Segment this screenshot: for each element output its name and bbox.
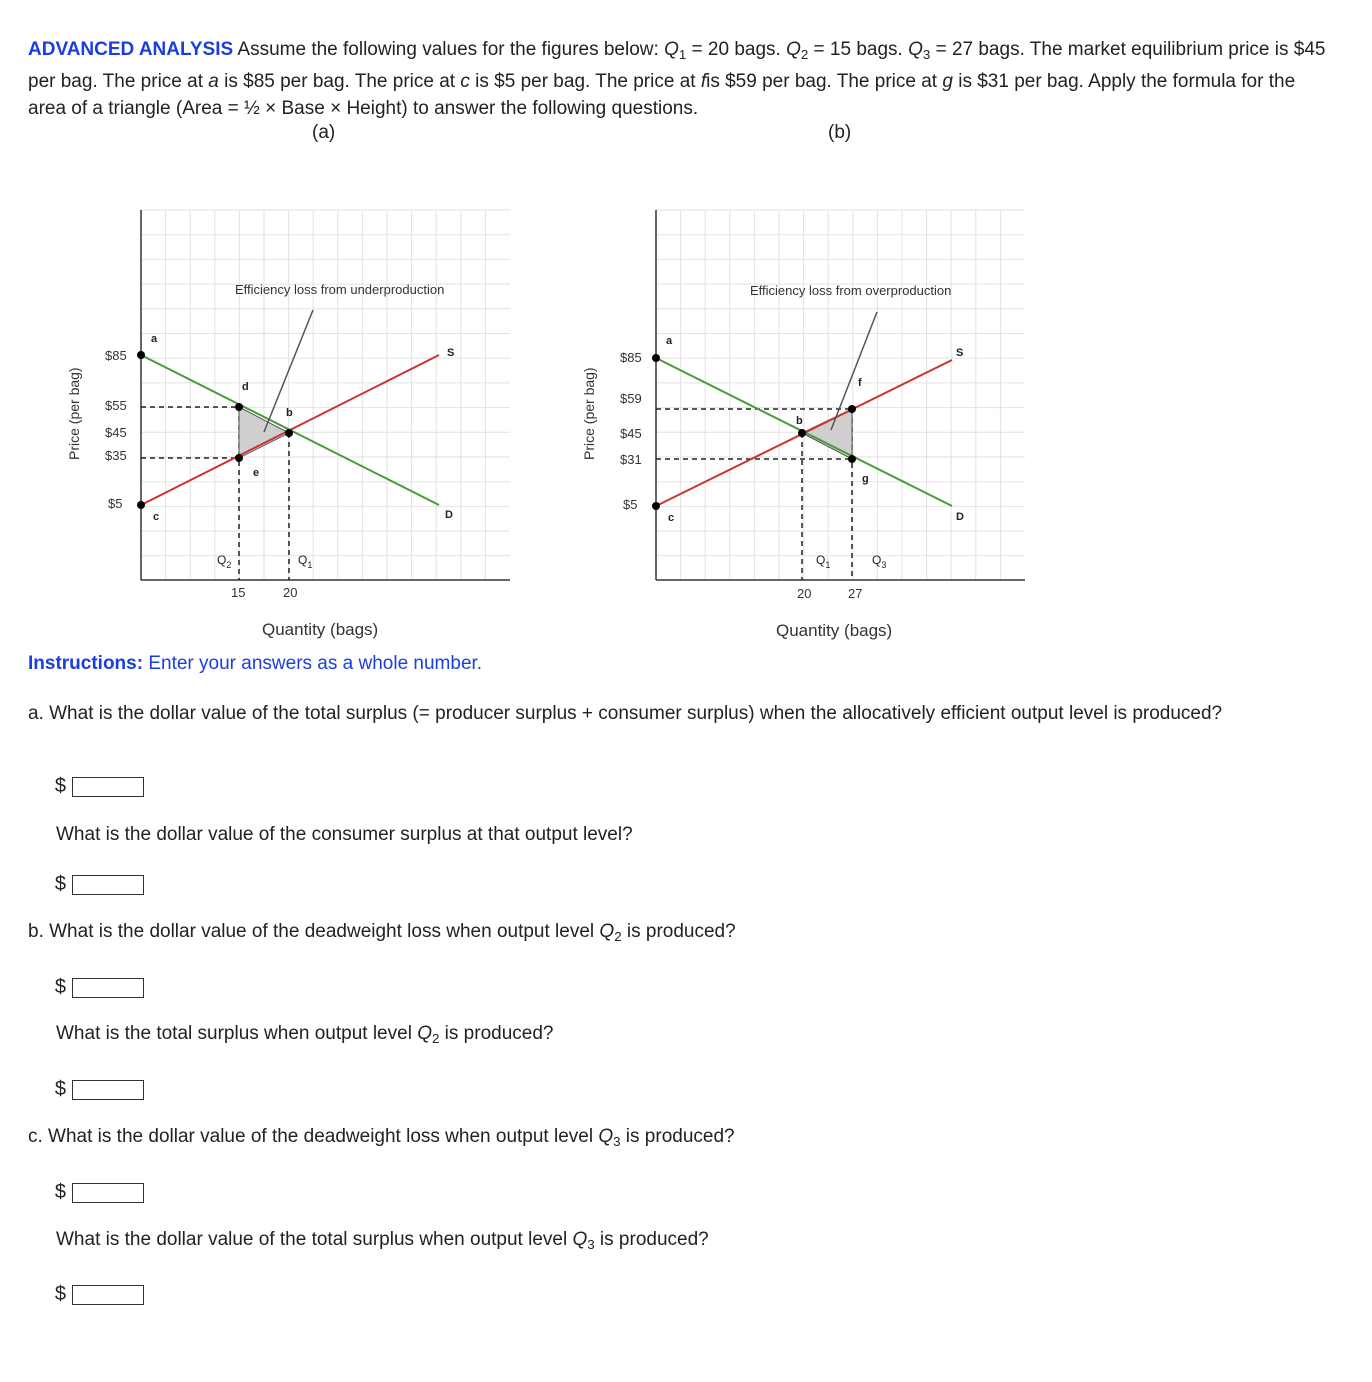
answer-c1-row bbox=[52, 1181, 144, 1204]
answer-a2-input[interactable] bbox=[72, 875, 144, 895]
question-c2-q: Q bbox=[572, 1229, 588, 1250]
intro-q2-sub: 2 bbox=[800, 47, 809, 62]
dollar-sign: $ bbox=[54, 1078, 66, 1100]
intro-a-val: is $85 per bag. The price at bbox=[218, 71, 461, 92]
answer-b1-row bbox=[52, 976, 144, 999]
intro-c: c bbox=[460, 71, 470, 92]
point-b-c bbox=[652, 502, 660, 510]
ytick-b-45: $45 bbox=[620, 426, 642, 441]
answer-b2-input[interactable] bbox=[72, 1080, 144, 1100]
xtick-a-15: 15 bbox=[231, 585, 246, 600]
ytick-a-45: $45 bbox=[105, 425, 127, 440]
question-c1 bbox=[28, 1125, 735, 1154]
question-a2: What is the dollar value of the consumer surplus at that output level? bbox=[56, 824, 633, 845]
point-a bbox=[137, 351, 145, 359]
ytick-a-55: $55 bbox=[105, 398, 127, 413]
answer-c2-input[interactable] bbox=[72, 1285, 144, 1305]
answer-a1-row bbox=[52, 775, 144, 798]
instructions-text: Enter your answers as a whole number. bbox=[143, 653, 483, 674]
ylabel-b: Price (per bag) bbox=[581, 367, 597, 460]
answer-c2-row bbox=[52, 1283, 144, 1306]
question-c1-post: is produced? bbox=[620, 1126, 735, 1147]
question-b2-post: is produced? bbox=[439, 1023, 554, 1044]
intro-g: g bbox=[942, 71, 953, 92]
dollar-sign: $ bbox=[54, 775, 66, 797]
point-b-f bbox=[848, 405, 856, 413]
intro-f: f bbox=[700, 71, 707, 92]
ytick-b-5: $5 bbox=[623, 497, 638, 512]
intro-q3-sub: 3 bbox=[922, 47, 931, 62]
label-b-b: b bbox=[796, 415, 803, 427]
question-c2-post: is produced? bbox=[594, 1229, 709, 1250]
qlabel-b-q1: $Q_1$ bbox=[816, 553, 831, 570]
label-b-g: g bbox=[862, 473, 869, 485]
dollar-sign: $ bbox=[54, 873, 66, 895]
grid-b bbox=[656, 210, 1025, 580]
instructions-label: Instructions: bbox=[28, 653, 144, 674]
figure-label-b: (b) bbox=[828, 122, 852, 143]
ytick-b-59: $59 bbox=[620, 391, 642, 406]
chart-b bbox=[570, 200, 1040, 610]
figure-label-a: (a) bbox=[312, 122, 336, 143]
question-c1-q: Q bbox=[598, 1126, 614, 1147]
label-a-e: e bbox=[253, 467, 260, 479]
grid-a bbox=[141, 210, 510, 580]
intro-f-val: is $59 per bag. The price at bbox=[706, 71, 943, 92]
question-b1-post: is produced? bbox=[621, 921, 736, 942]
intro-q3: Q bbox=[908, 39, 923, 60]
xlabel-b: Quantity (bags) bbox=[776, 621, 893, 640]
question-c1-sub: 3 bbox=[613, 1134, 621, 1149]
dollar-sign: $ bbox=[54, 976, 66, 998]
question-b1-sub: 2 bbox=[614, 929, 622, 944]
point-b-a bbox=[652, 354, 660, 362]
intro-q3-val: = 27 bags. The market equilibrium price is $45 per bag. The price at bbox=[28, 39, 1326, 92]
intro-q1-sub: 1 bbox=[678, 47, 687, 62]
instructions bbox=[28, 653, 482, 675]
point-b-b bbox=[798, 429, 806, 437]
answer-a1-input[interactable] bbox=[72, 777, 144, 797]
intro-q2-val: = 15 bags. bbox=[808, 39, 909, 60]
question-c2 bbox=[56, 1228, 709, 1257]
qlabel-a-q1: $Q_1$ bbox=[298, 553, 313, 570]
ytick-a-5: $5 bbox=[108, 496, 123, 511]
xlabel-a: Quantity (bags) bbox=[262, 620, 379, 639]
question-b1-text: b. What is the dollar value of the deadweight loss when output level bbox=[28, 921, 600, 942]
label-a-s: S bbox=[447, 347, 455, 359]
xtick-a-20: 20 bbox=[283, 585, 298, 600]
ytick-b-31: $31 bbox=[620, 452, 642, 467]
title-a: Efficiency loss from underproduction bbox=[235, 282, 445, 297]
question-b1-q: Q bbox=[599, 921, 615, 942]
question-b2-q: Q bbox=[417, 1023, 432, 1044]
intro-g-val: is $31 per bag. Apply the formula for the area of a triangle (Area = ½ × Base × Height) to answer the following questions. bbox=[28, 71, 1296, 119]
answer-a2-row bbox=[52, 873, 144, 896]
label-a-b: b bbox=[286, 407, 293, 419]
label-b-d-curve: D bbox=[956, 511, 964, 523]
intro-c-val: is $5 per bag. The price at bbox=[469, 71, 701, 92]
answer-b2-row bbox=[52, 1078, 144, 1101]
qlabel-b-q3: $Q_3$ bbox=[872, 553, 887, 570]
dollar-sign: $ bbox=[54, 1181, 66, 1203]
point-c bbox=[137, 501, 145, 509]
intro-q1: Q bbox=[664, 39, 679, 60]
intro-text-1: Assume the following values for the figures below: bbox=[233, 39, 665, 60]
ytick-b-85: $85 bbox=[620, 350, 642, 365]
intro-q1-val: = 20 bags. bbox=[686, 39, 787, 60]
question-b1 bbox=[28, 920, 736, 949]
question-c2-sub: 3 bbox=[587, 1237, 595, 1252]
point-b bbox=[285, 429, 293, 437]
answer-c1-input[interactable] bbox=[72, 1183, 144, 1203]
label-b-a: a bbox=[666, 335, 673, 347]
label-a-d: d bbox=[242, 381, 249, 393]
intro-lead: ADVANCED ANALYSIS bbox=[28, 39, 234, 60]
answer-b1-input[interactable] bbox=[72, 978, 144, 998]
question-b2-text: What is the total surplus when output level bbox=[56, 1023, 418, 1044]
label-a-d-curve: D bbox=[445, 509, 453, 521]
qlabel-a-q2: $Q_2$ bbox=[217, 553, 232, 570]
intro-paragraph bbox=[28, 36, 1328, 122]
xtick-b-20: 20 bbox=[797, 586, 812, 601]
label-a-c: c bbox=[153, 511, 160, 523]
label-b-s: S bbox=[956, 347, 964, 359]
question-c1-text: c. What is the dollar value of the deadweight loss when output level bbox=[28, 1126, 599, 1147]
ytick-a-35: $35 bbox=[105, 448, 127, 463]
ytick-a-85: $85 bbox=[105, 348, 127, 363]
point-e bbox=[235, 454, 243, 462]
point-b-g bbox=[848, 455, 856, 463]
label-b-f: f bbox=[858, 377, 862, 389]
question-c2-text: What is the dollar value of the total surplus when output level bbox=[56, 1229, 573, 1250]
question-a1: a. What is the dollar value of the total surplus (= producer surplus + consumer surplus) when the allocatively efficient output level is produced? bbox=[28, 703, 1223, 724]
intro-q2: Q bbox=[786, 39, 801, 60]
intro-a: a bbox=[208, 71, 219, 92]
label-b-c: c bbox=[668, 512, 675, 524]
title-b: Efficiency loss from overproduction bbox=[750, 283, 952, 298]
point-d bbox=[235, 403, 243, 411]
label-a-a: a bbox=[151, 333, 158, 345]
question-b2-sub: 2 bbox=[431, 1031, 440, 1046]
dollar-sign: $ bbox=[54, 1283, 66, 1305]
chart-a bbox=[55, 200, 525, 610]
question-b2 bbox=[56, 1022, 553, 1051]
xtick-b-27: 27 bbox=[848, 586, 863, 601]
ylabel-a: Price (per bag) bbox=[66, 367, 82, 460]
